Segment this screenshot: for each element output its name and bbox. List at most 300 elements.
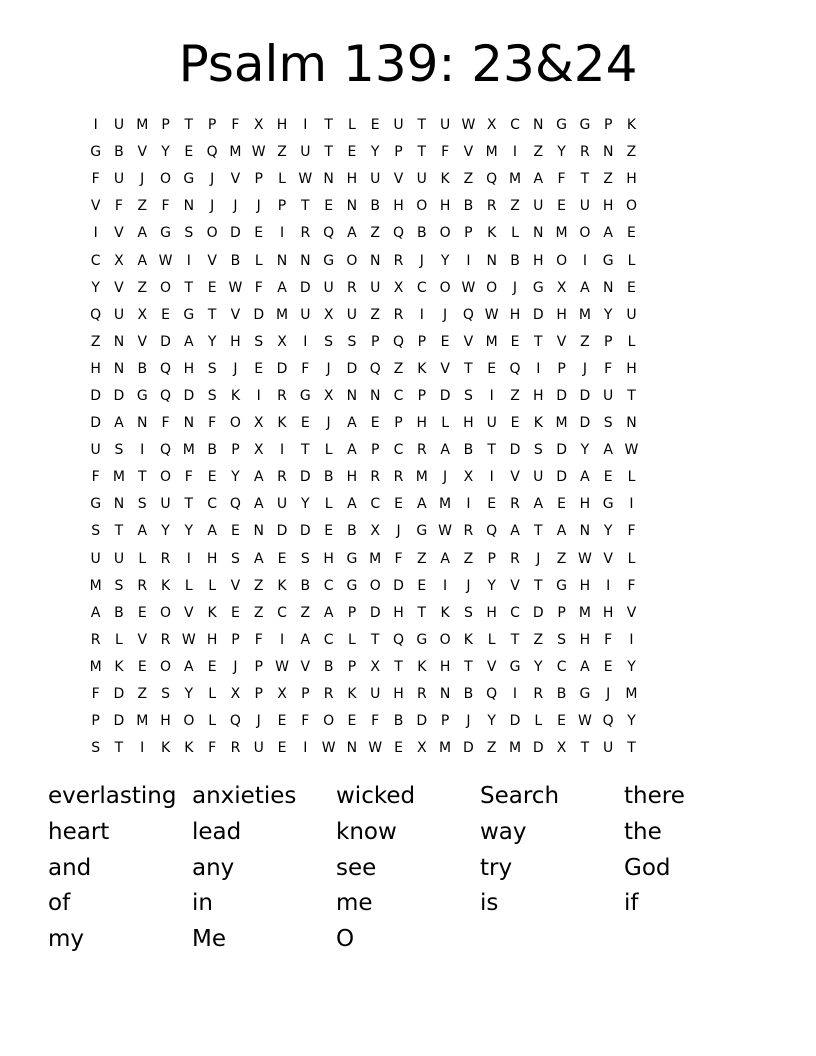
grid-letter: D [299,279,311,296]
grid-letter: Z [486,740,497,757]
grid-row [84,220,740,247]
grid-letter: T [417,117,427,134]
grid-letter: Y [370,144,380,161]
grid-row [84,275,740,302]
grid-letter: F [254,279,263,296]
grid-letter: D [113,686,125,703]
grid-row [84,247,740,274]
grid-letter: B [114,604,124,621]
grid-letter: C [416,279,427,296]
grid-letter: J [140,171,145,188]
grid-letter: S [161,686,170,703]
grid-letter: E [347,713,357,730]
grid-letter: N [602,144,614,161]
grid-letter: Q [392,333,405,350]
grid-letter: K [230,387,241,404]
grid-letter: M [89,658,102,675]
grid-letter: A [417,496,427,513]
grid-letter: K [417,658,427,675]
grid-letter: X [323,306,334,323]
grid-letter: H [486,604,497,621]
grid-letter: H [393,686,404,703]
grid-letter: J [210,171,215,188]
grid-letter: S [603,415,613,432]
grid-letter: A [184,333,194,350]
grid-letter: B [207,442,217,459]
grid-letter: F [161,198,170,215]
grid-letter: W [251,144,266,161]
grid-letter: M [508,740,522,757]
grid-letter: T [207,306,217,323]
grid-letter: U [579,198,590,215]
grid-letter: D [509,442,521,459]
grid-letter: O [160,469,172,486]
grid-row [84,627,740,654]
grid-row [84,491,740,518]
grid-letter: T [324,144,333,161]
grid-letter: X [393,279,404,296]
grid-row [84,356,740,383]
grid-letter: C [370,496,381,513]
grid-letter: W [228,279,243,296]
grid-letter: K [184,740,194,757]
grid-letter: B [463,442,474,459]
grid-letter: B [347,523,357,540]
grid-letter: I [443,577,448,594]
grid-letter: U [253,740,264,757]
grid-letter: H [206,550,218,567]
grid-letter: A [347,225,357,242]
grid-letter: D [532,306,544,323]
grid-letter: Q [90,306,102,323]
grid-letter: B [463,686,474,703]
grid-letter: L [254,252,263,269]
grid-letter: M [485,333,498,350]
grid-letter: E [627,225,636,242]
grid-letter: D [299,523,311,540]
grid-letter: S [114,577,124,594]
grid-letter: O [323,713,335,730]
grid-letter: V [463,333,474,350]
grid-letter: J [466,713,471,730]
grid-letter: W [461,279,476,296]
grid-letter: E [207,469,217,486]
grid-letter: V [230,577,241,594]
grid-letter: D [579,387,591,404]
grid-letter: U [626,306,637,323]
grid-letter: J [326,360,331,377]
grid-letter: A [253,469,264,486]
grid-letter: C [393,442,404,459]
grid-letter: H [183,360,195,377]
grid-letter: M [229,144,242,161]
grid-letter: I [303,117,308,134]
grid-letter: E [394,496,403,513]
grid-row [84,329,740,356]
grid-letter: G [509,658,521,675]
grid-letter: U [113,171,125,188]
grid-letter: Z [463,550,474,567]
grid-row [84,681,740,708]
grid-letter: A [580,658,590,675]
grid-letter: V [626,604,637,621]
grid-letter: X [277,333,287,350]
grid-letter: R [393,306,404,323]
grid-letter: N [253,523,264,540]
grid-letter: M [485,144,498,161]
grid-letter: G [579,686,591,703]
grid-letter: H [323,550,334,567]
grid-letter: T [534,523,543,540]
grid-letter: V [603,550,613,567]
grid-letter: R [393,252,404,269]
grid-letter: S [91,740,101,757]
grid-letter: M [625,686,638,703]
grid-letter: E [254,225,264,242]
grid-letter: F [604,631,613,648]
grid-letter: J [606,686,611,703]
grid-letter: M [439,740,452,757]
grid-letter: E [161,306,170,323]
grid-letter: E [510,333,520,350]
grid-letter: Y [91,279,100,296]
grid-letter: R [510,496,520,513]
grid-letter: V [300,658,311,675]
grid-letter: V [230,171,241,188]
grid-row [84,546,740,573]
grid-letter: G [602,252,614,269]
grid-letter: Y [161,523,170,540]
grid-letter: T [184,117,194,134]
grid-letter: R [510,550,520,567]
grid-letter: N [113,360,125,377]
grid-row [84,464,740,491]
grid-letter: M [112,469,125,486]
grid-letter: C [90,252,101,269]
grid-letter: P [557,360,566,377]
grid-letter: J [210,198,215,215]
grid-letter: C [323,631,334,648]
grid-letter: D [299,469,311,486]
grid-letter: A [207,523,217,540]
grid-letter: R [90,631,101,648]
grid-letter: K [207,604,217,621]
grid-letter: N [113,496,125,513]
grid-letter: Y [440,252,450,269]
grid-letter: B [556,686,567,703]
grid-letter: E [417,577,427,594]
word-list-item: way [480,818,527,845]
grid-letter: C [277,604,287,621]
grid-letter: E [207,279,217,296]
grid-letter: D [556,442,567,459]
grid-letter: H [346,469,358,486]
grid-letter: Q [392,225,405,242]
grid-letter: L [208,713,217,730]
grid-letter: L [115,631,123,648]
grid-letter: K [347,686,357,703]
grid-letter: E [277,713,287,730]
grid-letter: R [277,469,287,486]
word-search-grid [84,112,740,762]
grid-letter: K [440,604,450,621]
grid-letter: B [137,360,148,377]
grid-letter: G [90,144,102,161]
grid-letter: J [256,198,261,215]
grid-letter: E [300,415,310,432]
grid-letter: X [556,740,567,757]
grid-letter: R [416,686,427,703]
grid-letter: F [91,686,100,703]
grid-letter: Z [626,144,637,161]
grid-letter: A [510,523,520,540]
grid-letter: A [137,225,148,242]
grid-letter: D [439,387,451,404]
grid-letter: X [417,740,427,757]
grid-letter: T [114,740,124,757]
grid-letter: G [136,387,148,404]
grid-letter: Y [301,496,310,513]
grid-letter: G [416,523,428,540]
word-list-item: anxieties [192,783,297,809]
word-list-item: Search [480,783,560,809]
grid-letter: I [186,550,191,567]
grid-letter: R [416,442,427,459]
grid-letter: O [346,252,358,269]
grid-row [84,600,740,627]
grid-letter: T [114,523,124,540]
word-list-item: there [624,783,685,809]
grid-row [84,383,740,410]
grid-letter: H [626,171,637,188]
grid-letter: I [279,442,285,459]
grid-letter: R [137,577,148,594]
grid-letter: S [557,631,567,648]
grid-letter: E [277,550,287,567]
grid-letter: Q [509,360,521,377]
grid-letter: F [161,415,170,432]
grid-letter: U [113,117,125,134]
grid-letter: H [579,496,591,513]
grid-letter: P [161,117,170,134]
grid-letter: W [484,306,499,323]
grid-letter: X [137,306,148,323]
grid-letter: H [463,415,474,432]
grid-letter: E [627,279,636,296]
grid-letter: I [489,387,494,404]
grid-letter: K [277,577,287,594]
grid-letter: O [160,279,172,296]
grid-letter: D [579,415,591,432]
grid-letter: H [230,333,241,350]
grid-letter: F [441,144,450,161]
grid-letter: E [557,713,567,730]
grid-letter: W [275,658,289,675]
grid-letter: K [440,171,450,188]
grid-letter: D [556,387,567,404]
grid-row [84,112,740,139]
grid-letter: O [229,415,241,432]
grid-letter: K [417,360,427,377]
grid-letter: K [533,415,543,432]
grid-letter: P [231,442,240,459]
grid-letter: Y [603,523,613,540]
grid-letter: F [184,469,193,486]
grid-letter: E [324,523,334,540]
grid-letter: C [323,577,334,594]
grid-letter: H [160,713,171,730]
grid-letter: T [627,387,636,404]
grid-letter: F [301,713,310,730]
grid-letter: P [394,144,403,161]
grid-letter: E [207,658,217,675]
grid-letter: W [181,631,196,648]
grid-letter: E [324,198,334,215]
grid-letter: Q [323,225,335,242]
grid-letter: S [533,442,543,459]
grid-letter: D [113,713,125,730]
grid-letter: D [369,604,381,621]
grid-letter: H [346,171,358,188]
grid-letter: P [370,442,380,459]
grid-letter: E [231,523,240,540]
grid-letter: Q [160,387,172,404]
grid-letter: C [510,117,520,134]
grid-letter: X [486,117,497,134]
grid-letter: E [347,144,357,161]
grid-letter: B [370,198,381,215]
grid-letter: I [582,252,587,269]
grid-letter: O [369,577,381,594]
grid-letter: R [370,469,381,486]
grid-letter: F [91,469,100,486]
grid-letter: P [254,658,263,675]
grid-letter: P [557,604,566,621]
grid-letter: N [602,279,614,296]
grid-letter: A [580,469,590,486]
grid-letter: J [419,252,424,269]
grid-letter: M [136,117,149,134]
grid-letter: R [160,550,171,567]
grid-letter: N [579,523,591,540]
grid-letter: D [416,713,428,730]
grid-row [84,410,740,437]
grid-letter: H [602,604,614,621]
grid-letter: R [486,198,497,215]
word-list-item: try [480,854,513,881]
grid-letter: Y [627,713,636,730]
grid-letter: E [603,658,613,675]
word-list-item: everlasting [48,783,177,809]
grid-letter: A [114,415,124,432]
grid-letter: E [277,740,287,757]
grid-letter: Z [370,225,380,242]
grid-letter: F [627,577,636,594]
grid-letter: J [233,198,238,215]
grid-letter: D [230,225,241,242]
grid-letter: L [627,333,636,350]
grid-letter: P [347,604,357,621]
grid-letter: O [416,198,428,215]
grid-letter: U [300,144,311,161]
grid-letter: G [556,117,568,134]
grid-letter: J [582,360,587,377]
grid-letter: U [533,198,544,215]
grid-letter: N [533,117,544,134]
grid-letter: I [466,496,471,513]
grid-letter: O [439,631,451,648]
grid-letter: T [394,658,403,675]
grid-letter: M [508,171,522,188]
grid-letter: A [580,279,590,296]
grid-letter: W [461,117,476,134]
grid-row [84,518,740,545]
grid-letter: D [276,523,288,540]
grid-letter: Y [184,523,194,540]
grid-letter: H [439,198,451,215]
grid-letter: S [347,333,357,350]
grid-letter: X [463,469,474,486]
grid-row [84,573,740,600]
grid-letter: I [140,442,145,459]
grid-letter: E [557,198,567,215]
grid-letter: A [347,415,357,432]
grid-letter: U [439,117,451,134]
grid-letter: J [443,469,448,486]
word-list-item: God [624,854,671,881]
grid-letter: U [486,415,497,432]
grid-letter: R [230,740,241,757]
grid-letter: Y [487,577,496,594]
grid-letter: W [298,171,313,188]
grid-letter: L [627,469,636,486]
grid-letter: Q [486,523,498,540]
grid-letter: S [230,550,240,567]
grid-row [84,437,740,464]
grid-letter: N [276,252,288,269]
grid-row [84,735,740,762]
grid-letter: T [464,658,473,675]
grid-letter: E [603,469,613,486]
grid-letter: S [184,225,194,242]
grid-letter: B [300,577,311,594]
grid-letter: I [489,469,494,486]
grid-letter: N [369,252,381,269]
grid-letter: X [323,387,334,404]
grid-letter: P [603,117,613,134]
grid-letter: L [441,415,449,432]
grid-letter: J [512,279,518,296]
grid-letter: N [183,198,195,215]
grid-letter: G [416,631,428,648]
grid-letter: I [512,144,518,161]
grid-row [84,708,740,735]
grid-letter: A [253,496,264,513]
grid-letter: B [417,225,427,242]
grid-letter: C [207,496,218,513]
grid-letter: H [439,658,451,675]
grid-letter: S [207,387,217,404]
grid-letter: T [137,469,147,486]
grid-letter: M [182,442,195,459]
grid-letter: P [440,713,450,730]
grid-letter: N [137,415,148,432]
grid-letter: V [486,658,497,675]
grid-letter: A [533,171,544,188]
grid-letter: H [416,415,428,432]
grid-letter: Y [580,442,590,459]
grid-letter: B [323,658,334,675]
